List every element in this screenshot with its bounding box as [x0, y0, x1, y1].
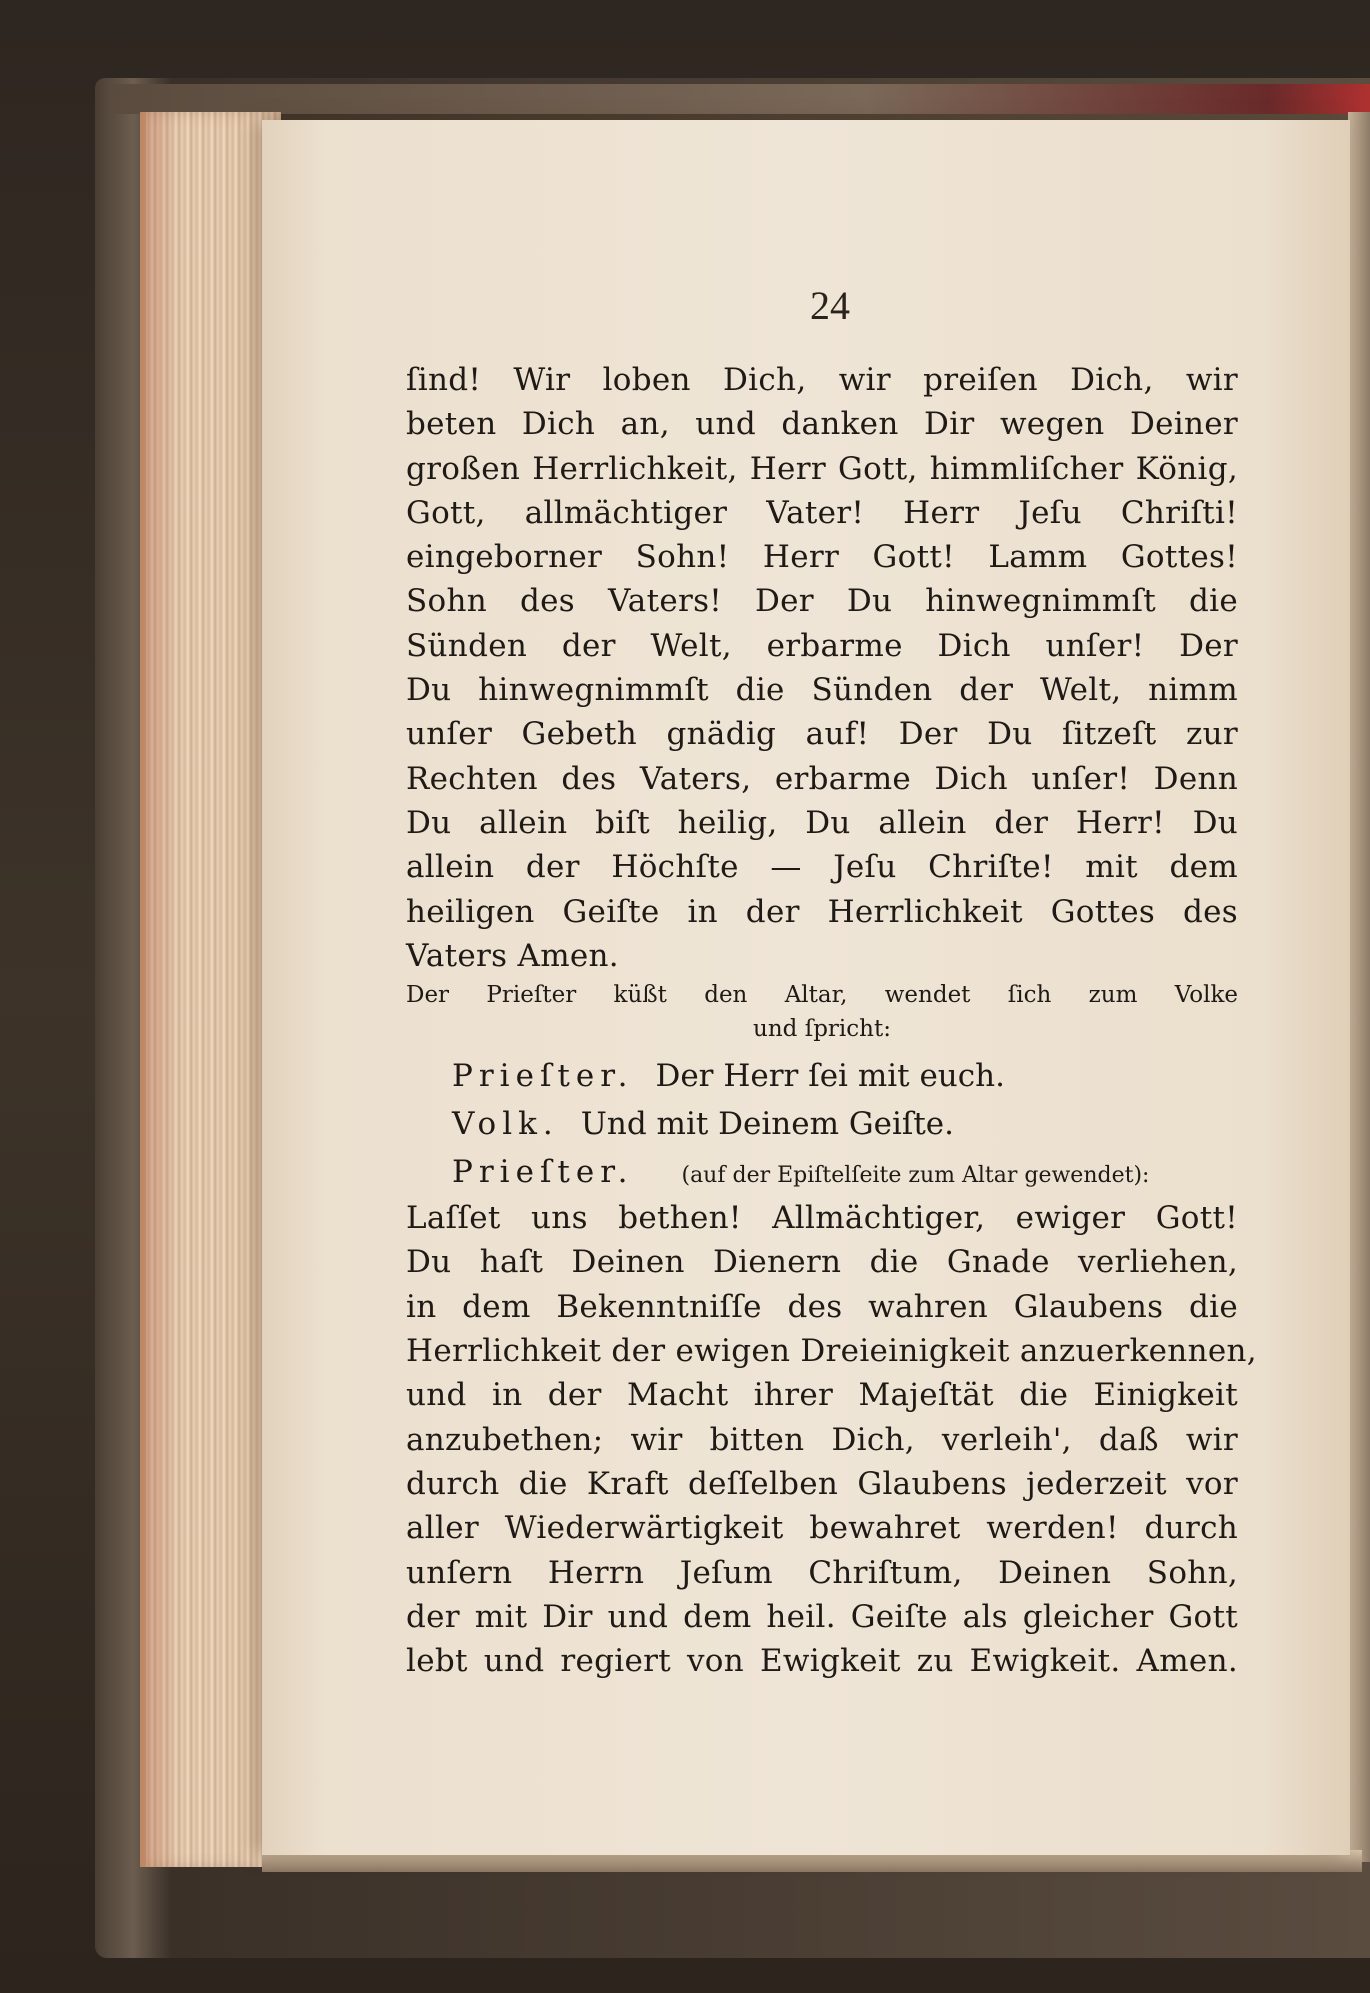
speaker-label: Prieſter. [452, 1154, 634, 1191]
rubric-line: Der Prieſter küßt den Altar, wendet ſich zum Volke [406, 982, 1238, 1009]
page-right-edge [1348, 112, 1370, 1862]
text-line: unſer Gebeth gnädig auf! Der Du ſitzeſt zur [406, 716, 1238, 753]
text-line: Laſſet uns bethen! Allmächtiger, ewiger Gott! [406, 1200, 1238, 1237]
response-text: Und mit Deinem Geiſte. [580, 1106, 955, 1143]
stage-note: (auf der Epiſtelſeite zum Altar gewendet): [681, 1163, 1150, 1189]
dialogue [406, 1052, 1238, 1196]
text-line: Du allein biſt heilig, Du allein der Herr! Du [406, 804, 1238, 841]
text-line: beten Dich an, und danken Dir wegen Deiner [406, 406, 1238, 443]
response-line [406, 1052, 1238, 1100]
response-line [406, 1100, 1238, 1148]
text-line: anzubethen; wir bitten Dich, verleih', daß wir [406, 1421, 1238, 1458]
text-line: Herrlichkeit der ewigen Dreieinigkeit anzuerkennen, [406, 1333, 1257, 1370]
text-line: durch die Kraft deſſelben Glaubens jederzeit vor [406, 1465, 1238, 1502]
text-line: großen Herrlichkeit, Herr Gott, himmliſcher König, [406, 450, 1238, 487]
page-text [406, 358, 1257, 1683]
speaker-label: Prieſter. [452, 1058, 634, 1095]
text-line: und in der Macht ihrer Majeſtät die Einigkeit [406, 1377, 1238, 1414]
paragraph-collect [406, 1196, 1257, 1683]
response-text: Der Herr ſei mit euch. [655, 1058, 1005, 1095]
text-line: Du haſt Deinen Dienern die Gnade verliehen, [406, 1244, 1238, 1281]
text-line: Sünden der Welt, erbarme Dich unſer! Der [406, 627, 1238, 664]
rubric-line: und ſpricht: [753, 1016, 891, 1043]
response-line [406, 1148, 1238, 1196]
text-line: Gott, allmächtiger Vater! Herr Jeſu Chriſti! [406, 494, 1238, 531]
page-edges-shade [140, 112, 180, 1867]
text-line: Du hinwegnimmſt die Sünden der Welt, nimm [406, 672, 1238, 709]
text-line: aller Wiederwärtigkeit bewahret werden! durch [406, 1510, 1238, 1547]
text-line: Rechten des Vaters, erbarme Dich unſer! Denn [406, 760, 1238, 797]
page-number: 24 [810, 283, 850, 328]
text-line: Sohn des Vaters! Der Du hinwegnimmſt die [406, 583, 1238, 620]
text-line: der mit Dir und dem heil. Geiſte als gleicher Gott [406, 1598, 1238, 1635]
speaker-label: Volk. [452, 1106, 559, 1143]
text-line: ſind! Wir loben Dich, wir preiſen Dich, wir [406, 362, 1238, 398]
rubric-instruction [406, 978, 1238, 1046]
text-line: heiligen Geiſte in der Herrlichkeit Gottes des [406, 893, 1238, 930]
text-line: eingeborner Sohn! Herr Gott! Lamm Gottes! [406, 539, 1238, 576]
text-line: allein der Höchſte — Jeſu Chriſte! mit dem [406, 849, 1238, 886]
book-cover-top-edge [110, 84, 1370, 114]
paragraph-gloria [406, 358, 1238, 978]
text-line: lebt und regiert von Ewigkeit zu Ewigkeit. Amen. [406, 1643, 1238, 1680]
text-line: unſern Herrn Jeſum Chriſtum, Deinen Sohn, [406, 1554, 1238, 1591]
text-line: in dem Bekenntniſſe des wahren Glaubens die [406, 1288, 1238, 1325]
text-line: Vaters Amen. [406, 937, 619, 974]
